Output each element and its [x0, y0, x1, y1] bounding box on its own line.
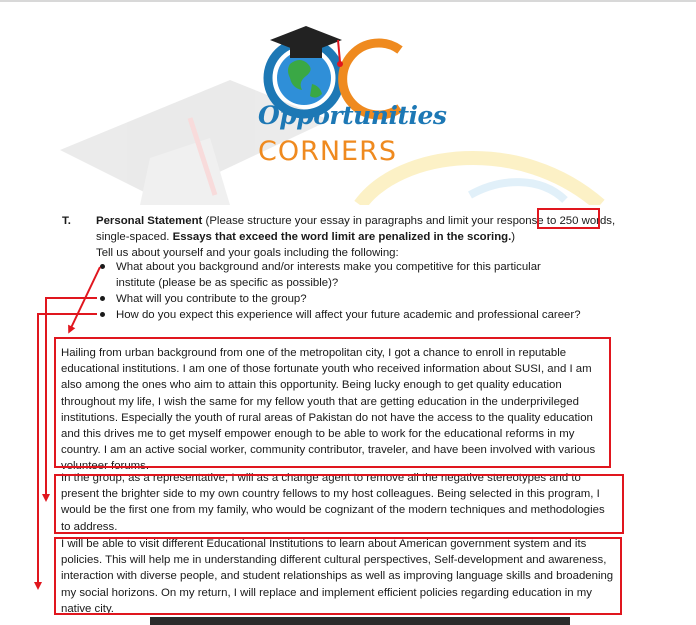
bullet-item-continued: institute (please be as specific as possible)?	[116, 277, 339, 289]
essay-paragraph-2: In the group, as a representative, I will as a change agent to remove all the negative stereotypes and to present the brighter side to my own country fellows to my host colleagues. Being selected in this program, I would be the first one from my family, who would be cognizant of the modern techniques and methodologies to address.	[61, 472, 605, 533]
essay-paragraph-1: Hailing from urban background from one of the metropolitan city, I got a chance to enroll in reputable educational institutions. I am one of those fortunate youth who received information about SUSI, and I am also among the ones who aim to attain this opportunity. Being lucky enough to get quality education throughout my life, I wish the same for my fellow youth that are getting education in the underprivileged institutions. Especially the youth of rural areas of Pakistan do not have the access to the quality education and this drives me to get myself empower enough to be able to work for the educational reforms in my country. I am an active social worker, community contributor, traveler, and have been involved with various volunteer forums.	[61, 347, 596, 473]
section-heading: Personal Statement	[96, 215, 203, 227]
bullet-icon	[100, 296, 105, 301]
intro-text: (Please structure your essay in paragraphs and limit your response to	[202, 215, 560, 227]
bullet-item: What will you contribute to the group?	[116, 293, 307, 305]
section-numeral: T.	[62, 215, 71, 227]
bullet-item: How do you expect this experience will affect your future academic and professional career?	[116, 309, 581, 321]
intro-line2-text: single-spaced.	[96, 231, 173, 243]
page-footer-bar	[150, 617, 570, 625]
essay-paragraph-3: I will be able to visit different Educational Institutions to learn about American government system and its policies. This will help me in understanding different cultural perspectives, Self-development and awareness, interaction with diverse people, and student relationships as well as improving language skills and broadening my social horizons. On my return, I will replace and implement efficient policies regarding education in my native city.	[61, 538, 614, 615]
intro-line2-close: )	[511, 231, 516, 243]
bullet-1-arrow	[70, 267, 100, 330]
bullet-icon	[100, 264, 105, 269]
bullet-icon	[100, 312, 105, 317]
prompt-text: Tell us about yourself and your goals including the following:	[96, 247, 399, 259]
bullet-item: What about you background and/or interests make you competitive for this particular	[116, 261, 541, 273]
word-limit: 250 words,	[559, 215, 616, 227]
penalty-note: Essays that exceed the word limit are penalized in the scoring.	[172, 231, 512, 243]
section-intro-line2	[96, 229, 515, 245]
section-intro-line1	[96, 213, 615, 229]
brand-name-line2: CORNERS	[258, 136, 398, 167]
brand-name-line1: Opportunities	[258, 101, 447, 130]
